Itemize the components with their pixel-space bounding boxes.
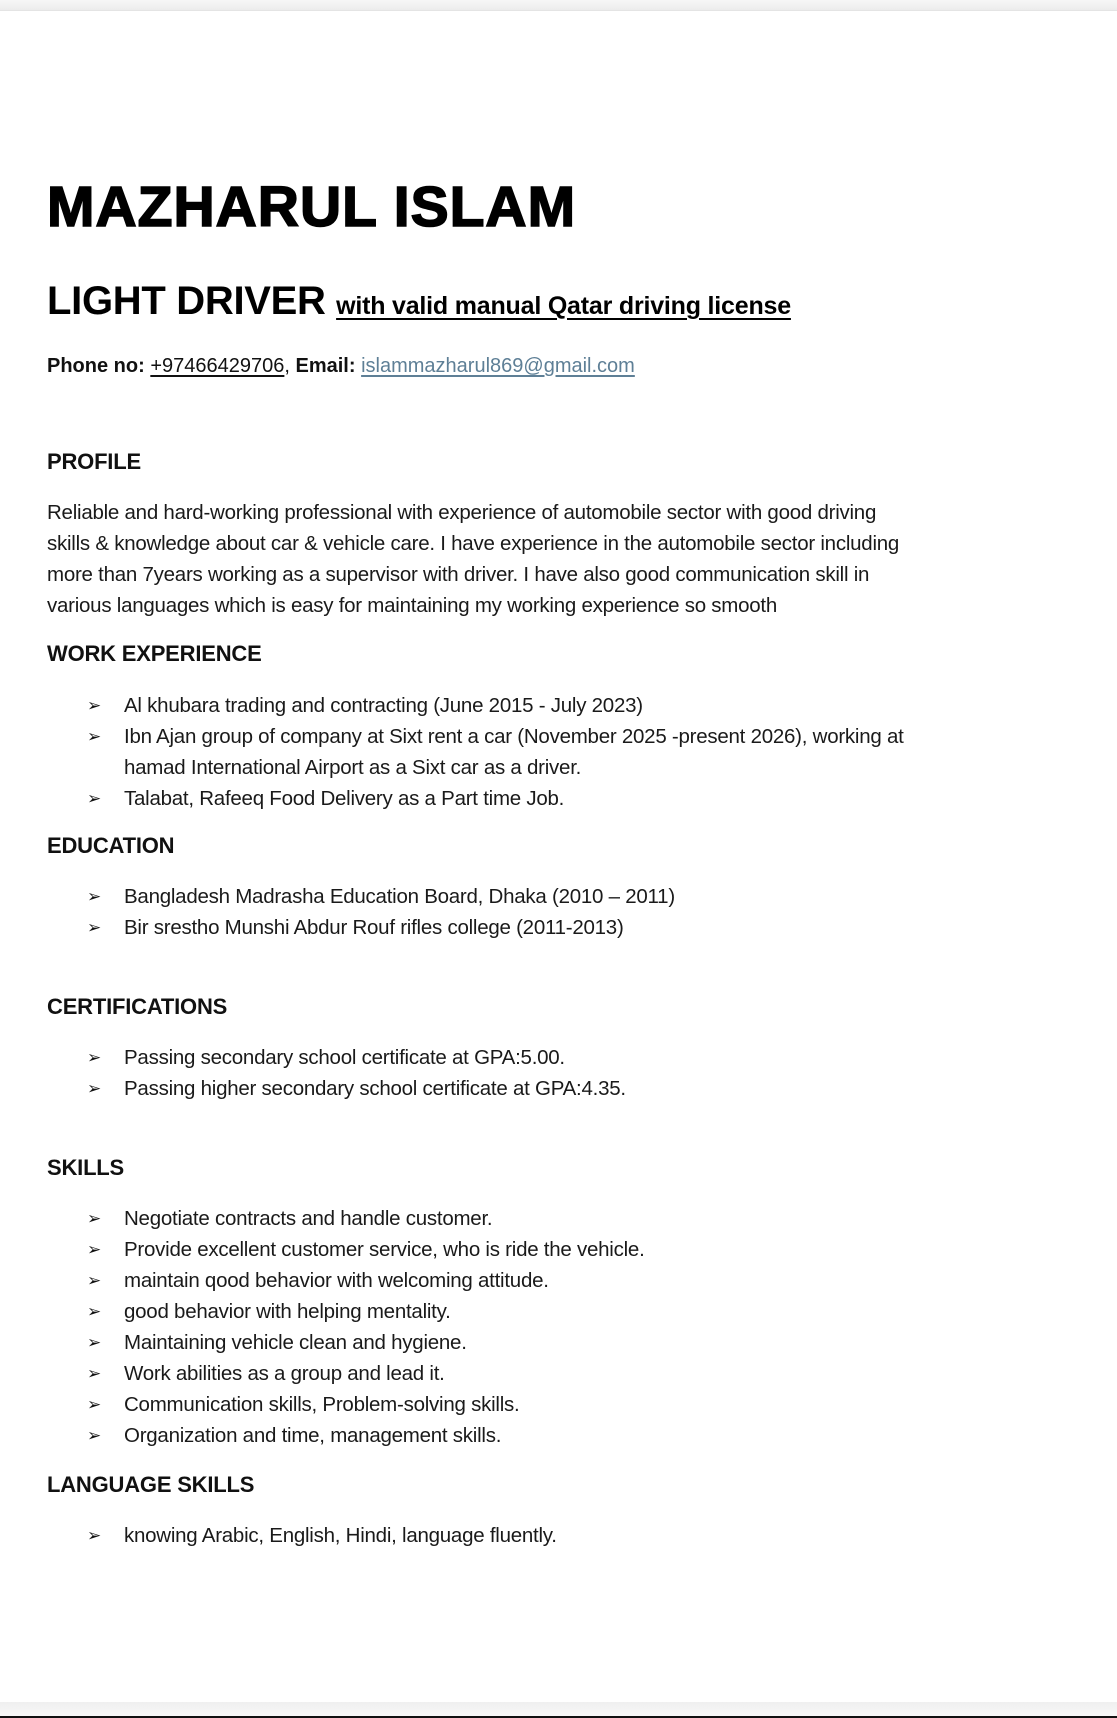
arrow-bullet-icon: ➢ — [87, 789, 101, 808]
list-item — [47, 912, 675, 943]
certifications-list — [47, 1042, 626, 1104]
certification-item-text: Passing higher secondary school certificate at GPA:4.35. — [124, 1077, 626, 1100]
language-skills-heading: LANGUAGE SKILLS — [47, 1472, 255, 1497]
arrow-bullet-icon: ➢ — [87, 1526, 101, 1545]
arrow-bullet-icon: ➢ — [87, 1364, 101, 1383]
work-item-text-cont: hamad International Airport as a Sixt car as a driver. — [124, 756, 582, 779]
arrow-bullet-icon: ➢ — [87, 1302, 101, 1321]
education-list — [47, 881, 675, 943]
list-item — [47, 1520, 557, 1551]
arrow-bullet-icon: ➢ — [87, 918, 101, 937]
certification-item-text: Passing secondary school certificate at GPA:5.00. — [124, 1046, 565, 1069]
arrow-bullet-icon: ➢ — [87, 1395, 101, 1414]
list-item — [47, 1389, 645, 1420]
arrow-bullet-icon: ➢ — [87, 1079, 101, 1098]
contact-line — [47, 352, 635, 380]
profile-line: more than 7years working as a supervisor with driver. I have also good communication skill in — [47, 563, 870, 586]
license-note: with valid manual Qatar driving license — [336, 292, 791, 320]
list-item — [47, 1073, 626, 1104]
work-item-text: Al khubara trading and contracting (June 2015 - July 2023) — [124, 694, 643, 717]
profile-text — [47, 497, 1047, 621]
language-skills-list — [47, 1520, 557, 1551]
phone-link[interactable]: +97466429706 — [150, 355, 285, 377]
list-item — [47, 690, 904, 721]
email-label: Email: — [295, 355, 356, 377]
language-item-text: knowing Arabic, English, Hindi, language fluently. — [124, 1524, 557, 1547]
skill-item-text: Negotiate contracts and handle customer. — [124, 1207, 493, 1230]
profile-line: Reliable and hard-working professional with experience of automobile sector with good driving — [47, 501, 877, 524]
education-item-text: Bir srestho Munshi Abdur Rouf rifles college (2011-2013) — [124, 916, 624, 939]
work-item-text: Ibn Ajan group of company at Sixt rent a car (November 2025 -present 2026), working at — [124, 725, 904, 748]
arrow-bullet-icon: ➢ — [87, 1209, 101, 1228]
skills-heading: SKILLS — [47, 1155, 125, 1180]
list-item — [47, 1420, 645, 1451]
list-item — [47, 783, 904, 814]
skill-item-text: Work abilities as a group and lead it. — [124, 1362, 445, 1385]
work-item-text: Talabat, Rafeeq Food Delivery as a Part time Job. — [124, 787, 565, 810]
list-item — [47, 1203, 645, 1234]
job-role: LIGHT DRIVER — [47, 279, 326, 323]
job-title-line — [47, 276, 791, 335]
skill-item-text: Organization and time, management skills. — [124, 1424, 502, 1447]
top-edge-band — [0, 0, 1117, 11]
work-experience-list — [47, 690, 904, 814]
contact-separator: , — [284, 355, 290, 377]
list-item — [47, 881, 675, 912]
profile-heading: PROFILE — [47, 449, 141, 474]
arrow-bullet-icon: ➢ — [87, 1271, 101, 1290]
certifications-heading: CERTIFICATIONS — [47, 994, 228, 1019]
bottom-edge-band — [0, 1702, 1117, 1718]
candidate-name: MAZHARUL ISLAM — [47, 175, 577, 239]
list-item — [47, 1358, 645, 1389]
phone-label: Phone no: — [47, 355, 145, 377]
list-item — [47, 1042, 626, 1073]
arrow-bullet-icon: ➢ — [87, 696, 101, 715]
list-item — [47, 1234, 645, 1265]
arrow-bullet-icon: ➢ — [87, 727, 101, 746]
list-item — [47, 1327, 645, 1358]
skill-item-text: Communication skills, Problem-solving skills. — [124, 1393, 520, 1416]
skills-list — [47, 1203, 645, 1451]
arrow-bullet-icon: ➢ — [87, 1240, 101, 1259]
profile-line: skills & knowledge about car & vehicle care. I have experience in the automobile sector including — [47, 532, 900, 555]
skill-item-text: good behavior with helping mentality. — [124, 1300, 451, 1323]
arrow-bullet-icon: ➢ — [87, 1426, 101, 1445]
skill-item-text: Maintaining vehicle clean and hygiene. — [124, 1331, 467, 1354]
profile-line: various languages which is easy for maintaining my working experience so smooth — [47, 594, 778, 617]
arrow-bullet-icon: ➢ — [87, 887, 101, 906]
skill-item-text: maintain qood behavior with welcoming attitude. — [124, 1269, 549, 1292]
work-experience-heading: WORK EXPERIENCE — [47, 641, 262, 666]
arrow-bullet-icon: ➢ — [87, 1048, 101, 1067]
education-heading: EDUCATION — [47, 833, 175, 858]
education-item-text: Bangladesh Madrasha Education Board, Dhaka (2010 – 2011) — [124, 885, 675, 908]
list-item — [47, 721, 904, 783]
arrow-bullet-icon: ➢ — [87, 1333, 101, 1352]
skill-item-text: Provide excellent customer service, who is ride the vehicle. — [124, 1238, 645, 1261]
list-item — [47, 1296, 645, 1327]
email-link[interactable]: islammazharul869@gmail.com — [361, 355, 635, 377]
list-item — [47, 1265, 645, 1296]
